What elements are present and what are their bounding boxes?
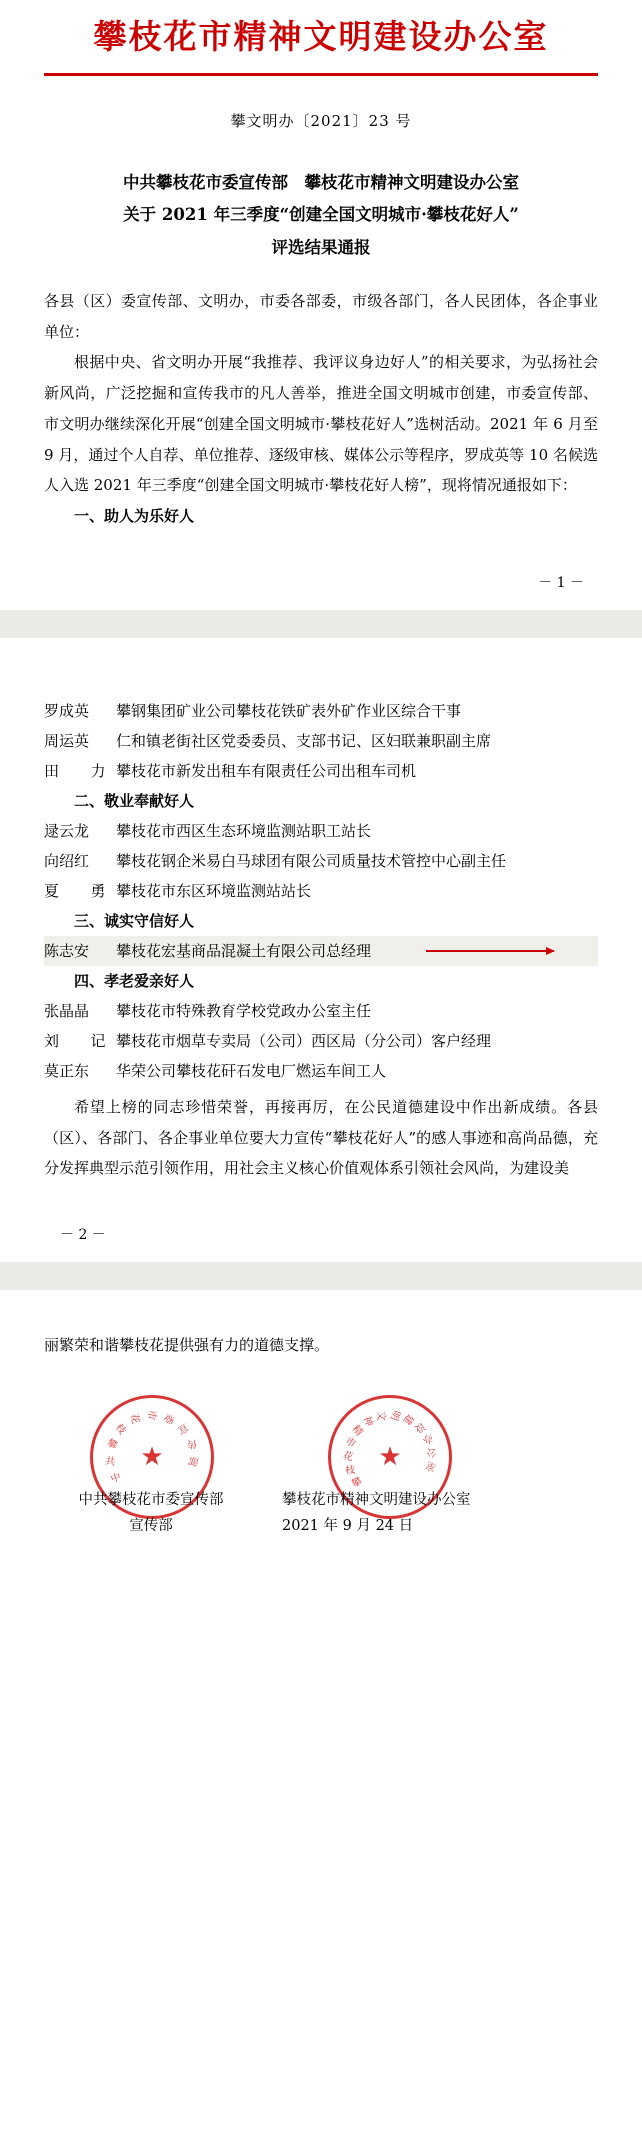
salutation: 各县（区）委宣传部、文明办，市委各部委，市级各部门，各人民团体，各企事业单位： — [44, 291, 598, 341]
signature-right-line-1: 攀枝花市精神文明建设办公室 — [282, 1491, 471, 1508]
honoree-desc: 攀枝花钢企米易白马球团有限公司质量技术管控中心副主任 — [116, 851, 507, 870]
list-item — [44, 1026, 598, 1056]
signature-area — [44, 1395, 598, 1545]
honoree-name: 逯云龙 — [44, 821, 90, 840]
section-heading-3: 三、诚实守信好人 — [74, 911, 195, 930]
masthead-divider — [44, 73, 598, 76]
honoree-name: 张晶晶 — [44, 1001, 90, 1020]
signature-right — [282, 1487, 512, 1539]
honoree-name: 田 力 — [44, 761, 114, 780]
page-break-2 — [0, 1262, 642, 1290]
seal-right-text: 攀 枝 花 市 精 神 文 明 建 设 办 公 室 — [341, 1408, 438, 1491]
page-2 — [0, 638, 642, 1262]
title-line-2: 关于 2021 年三季度“创建全国文明城市·攀枝花好人” — [123, 205, 519, 225]
honoree-desc: 华荣公司攀枝花矸石发电厂燃运车间工人 — [116, 1061, 387, 1080]
honoree-desc: 攀枝花市新发出租车有限责任公司出租车司机 — [116, 761, 417, 780]
page-3 — [0, 1290, 642, 1571]
document-number: 攀文明办〔2021〕23 号 — [230, 112, 412, 131]
seal-left-text: 中 共 攀 枝 花 市 委 宣 传 部 — [104, 1408, 201, 1486]
page-1-footer: － 1 － — [538, 574, 584, 591]
honoree-desc: 仁和镇老街社区党委委员、支部书记、区妇联兼职副主席 — [116, 731, 492, 750]
list-item — [44, 756, 598, 786]
list-item — [44, 1056, 598, 1086]
list-item — [44, 846, 598, 876]
list-item — [44, 816, 598, 846]
closing-continuation: 丽繁荣和谐攀枝花提供强有力的道德支撑。 — [44, 1336, 330, 1355]
title-line-3: 评选结果通报 — [271, 237, 371, 257]
honoree-desc: 攀枝花市西区生态环境监测站职工站长 — [116, 821, 372, 840]
star-icon: ★ — [378, 1441, 402, 1472]
masthead — [44, 0, 598, 76]
annotation-arrow-icon — [426, 950, 554, 952]
page-2-footer: － 2 － — [60, 1227, 106, 1244]
honoree-desc: 攀钢集团矿业公司攀枝花铁矿表外矿作业区综合干事 — [116, 701, 462, 720]
closing-paragraph: 希望上榜的同志珍惜荣誉，再接再厉，在公民道德建设中作出新成绩。各县（区）、各部门、各企事业单位要大力宣传“攀枝花好人”的感人事迹和高尚品德，充分发挥典型示范引领作用，用社会主义核心价值观体系引领社会风尚，为建设美 — [44, 1097, 598, 1178]
masthead-title: 攀枝花市精神文明建设办公室 — [93, 17, 549, 56]
body-page-3 — [44, 1330, 598, 1361]
signature-right-date: 2021 年 9 月 24 日 — [282, 1517, 414, 1534]
signature-left-line-2: 宣传部 — [129, 1517, 173, 1534]
section-heading-2: 二、敬业奉献好人 — [74, 791, 195, 810]
star-icon: ★ — [140, 1441, 164, 1472]
honoree-name: 向绍红 — [44, 851, 90, 870]
list-item — [44, 996, 598, 1026]
honoree-desc: 攀枝花市特殊教育学校党政办公室主任 — [116, 1001, 372, 1020]
page-break-1 — [0, 610, 642, 638]
honoree-list — [44, 696, 598, 1086]
title-line-1: 中共攀枝花市委宣传部 攀枝花市精神文明建设办公室 — [123, 173, 519, 193]
honoree-desc: 攀枝花市东区环境监测站站长 — [116, 881, 312, 900]
list-item-highlighted — [44, 936, 598, 966]
list-item — [44, 696, 598, 726]
honoree-name: 夏 勇 — [44, 881, 114, 900]
list-item — [44, 726, 598, 756]
honoree-desc: 攀枝花市烟草专卖局（公司）西区局（分公司）客户经理 — [116, 1031, 492, 1050]
signature-left — [66, 1487, 236, 1539]
body-page-1 — [44, 286, 598, 532]
honoree-name: 莫正东 — [44, 1061, 90, 1080]
honoree-name: 周运英 — [44, 731, 90, 750]
section-heading-4: 四、孝老爱亲好人 — [74, 971, 195, 990]
honoree-name: 刘 记 — [44, 1031, 114, 1050]
honoree-name: 罗成英 — [44, 701, 90, 720]
closing-paragraph-block — [44, 1092, 598, 1184]
section-heading-1: 一、助人为乐好人 — [74, 507, 195, 526]
honoree-desc: 攀枝花宏基商品混凝土有限公司总经理 — [116, 941, 372, 960]
paragraph-1: 根据中央、省文明办开展“我推荐、我评议身边好人”的相关要求，为弘扬社会新风尚，广泛挖掘和宣传我市的凡人善举，推进全国文明城市创建，市委宣传部、市文明办继续深化开展“创建全国文明城市·攀枝花好人”选树活动。2021 年 6 月至 9 月，通过个人自荐、单位推荐、逐级审核、媒体公示等程序，罗成英等 10 名候选人入选 2021 年三季度“创建全国文明城市·攀枝花好人榜”，现将情况通报如下： — [44, 353, 598, 495]
page-1 — [0, 0, 642, 610]
honoree-name: 陈志安 — [44, 941, 90, 960]
signature-left-line-1: 中共攀枝花市委宣传部 — [78, 1491, 224, 1508]
document-title — [44, 167, 598, 264]
list-item — [44, 876, 598, 906]
